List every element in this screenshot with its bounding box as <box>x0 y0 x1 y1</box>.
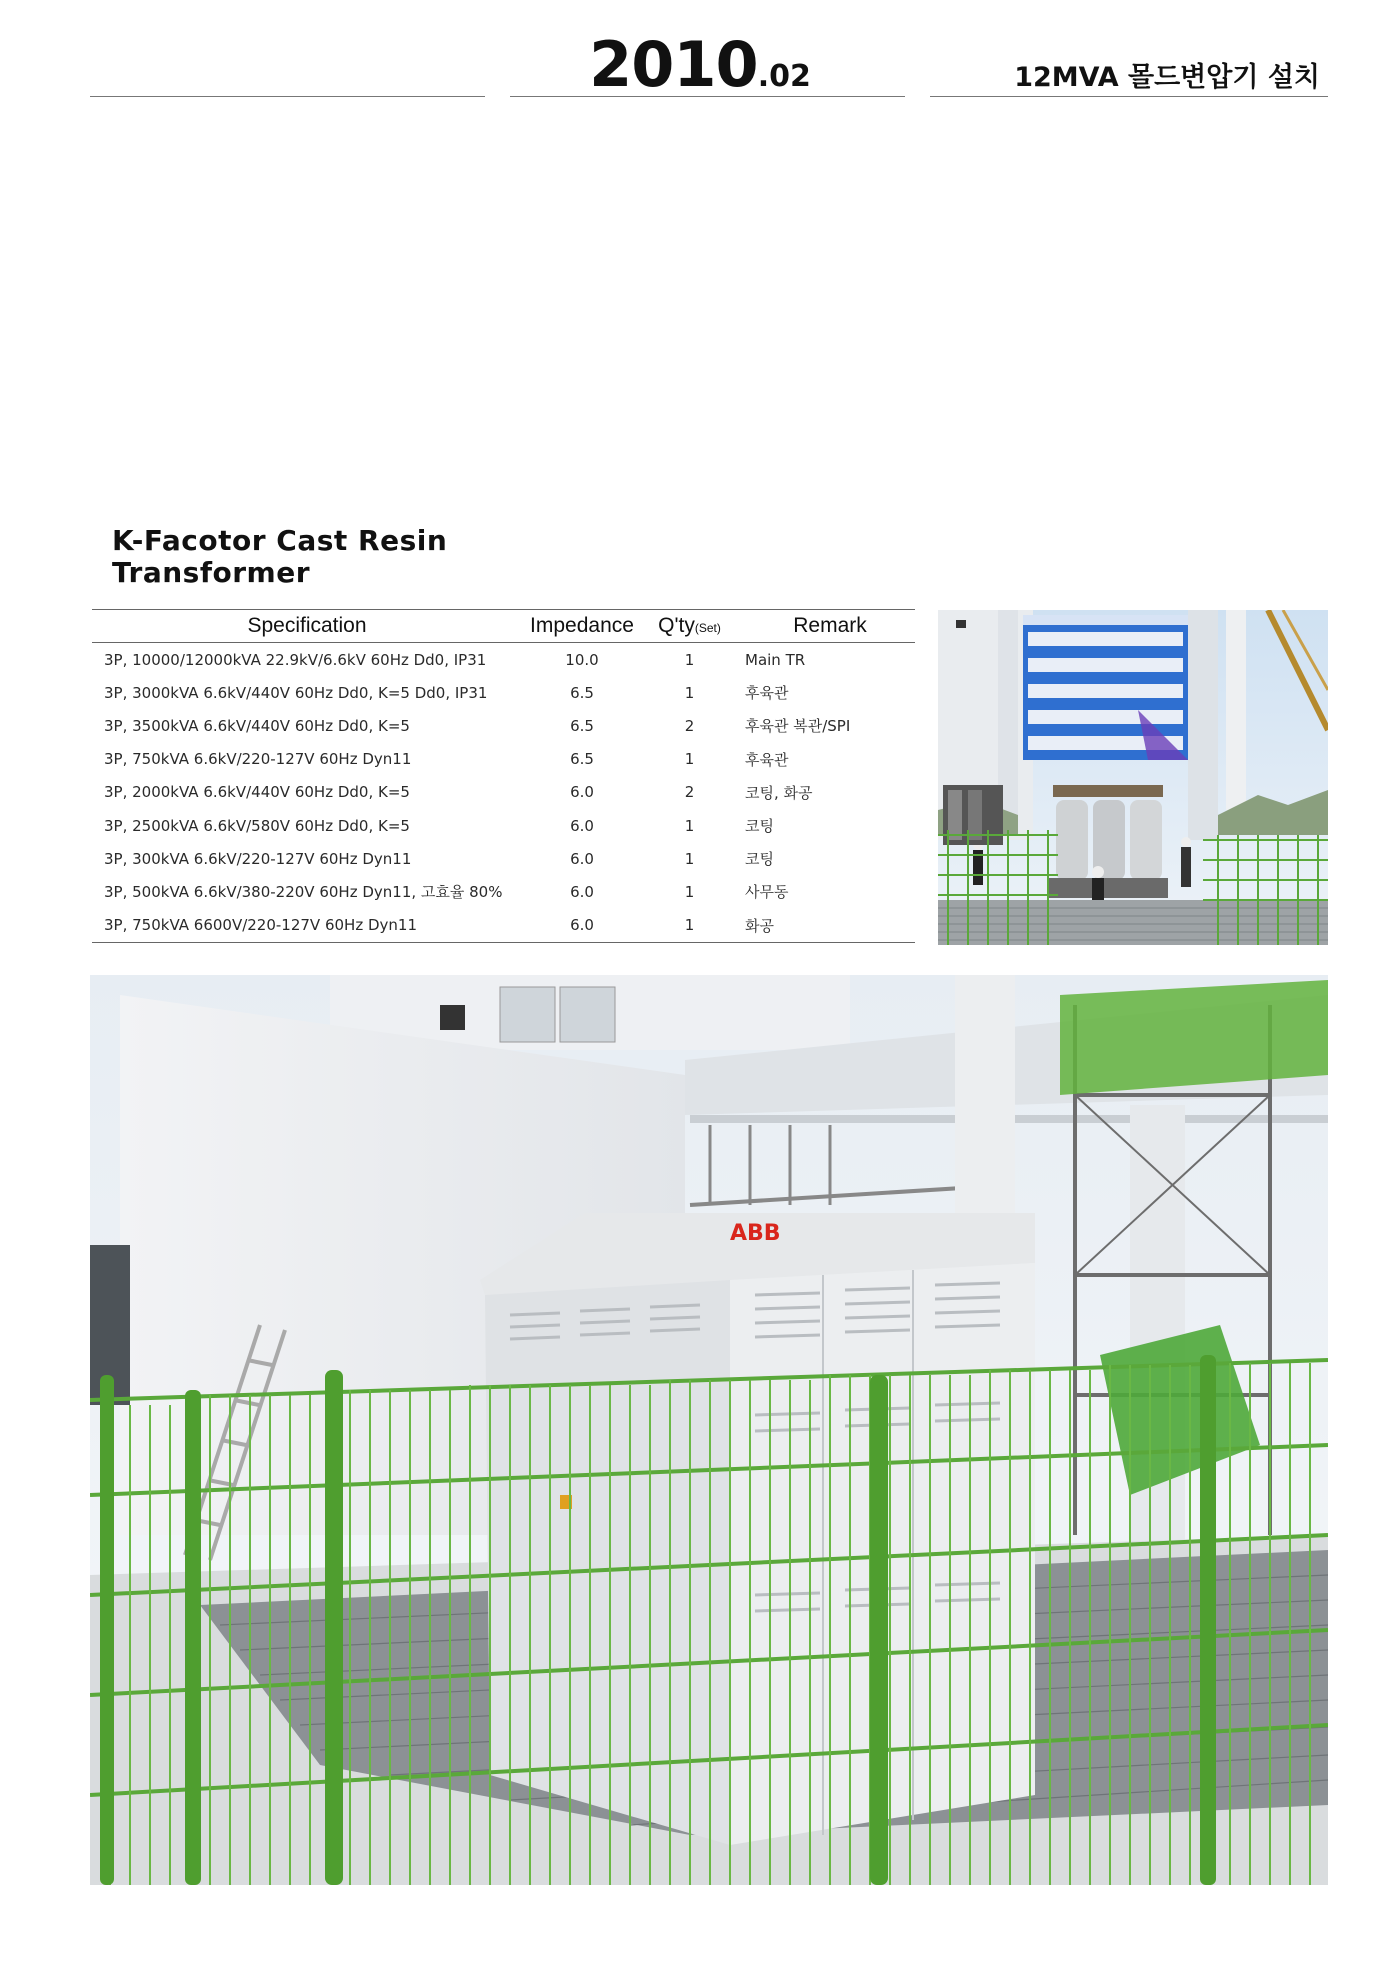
cell-impedance: 10.0 <box>565 650 599 669</box>
cell-remark: 후육관 <box>745 750 789 769</box>
cell-remark: 사무동 <box>745 883 789 902</box>
cell-qty: 1 <box>684 849 695 868</box>
cell-impedance: 6.0 <box>570 882 594 901</box>
cell-spec: 3P, 500kVA 6.6kV/380-220V 60Hz Dyn11, 고효율 80% <box>104 883 503 902</box>
header-rule-left <box>90 96 485 97</box>
cell-spec: 3P, 2000kVA 6.6kV/440V 60Hz Dd0, K=5 <box>104 783 410 802</box>
cell-spec: 3P, 750kVA 6.6kV/220-127V 60Hz Dyn11 <box>104 750 412 769</box>
table-row <box>92 709 915 742</box>
cell-spec: 3P, 3500kVA 6.6kV/440V 60Hz Dd0, K=5 <box>104 716 410 735</box>
header-rule-right <box>930 96 1328 97</box>
table-header-row <box>92 610 915 643</box>
cell-remark: Main TR <box>745 650 806 669</box>
table-row <box>92 909 915 943</box>
cell-impedance: 6.0 <box>570 816 594 835</box>
col-header-specification: Specification <box>92 610 522 643</box>
cell-remark: 코팅, 화공 <box>745 783 813 802</box>
table-row <box>92 676 915 709</box>
cell-qty: 1 <box>642 909 737 943</box>
page-title: 12MVA 몰드변압기 설치 <box>1014 62 1320 93</box>
cell-remark: 후육관 복관/SPI <box>745 717 851 736</box>
cell-qty: 1 <box>684 650 695 669</box>
table-row <box>92 842 915 875</box>
header-year: 2010 <box>589 28 758 101</box>
col-header-remark: Remark <box>737 610 915 643</box>
photo-crane-lift <box>938 610 1328 945</box>
table-row <box>92 776 915 809</box>
cell-spec: 3P, 300kVA 6.6kV/220-127V 60Hz Dyn11 <box>104 849 412 868</box>
photo-installed-transformer <box>90 975 1328 1885</box>
header-date <box>560 30 840 112</box>
cell-qty: 1 <box>684 750 695 769</box>
cell-qty: 1 <box>684 882 695 901</box>
cell-impedance: 6.0 <box>570 849 594 868</box>
section-title-line1: K-Facotor Cast Resin <box>112 524 448 557</box>
col-header-qty-label: Q'ty <box>658 614 695 637</box>
col-header-qty-unit: (Set) <box>694 621 721 635</box>
cell-impedance: 6.0 <box>522 909 642 943</box>
header-month: .02 <box>757 59 811 94</box>
cell-remark: 화공 <box>737 909 915 943</box>
cell-qty: 1 <box>684 683 695 702</box>
cell-impedance: 6.0 <box>570 783 594 802</box>
cell-qty: 2 <box>684 783 695 802</box>
spec-table <box>92 609 915 943</box>
cell-impedance: 6.5 <box>570 683 594 702</box>
photo-crane-lift-illustration <box>938 610 1328 945</box>
cell-impedance: 6.5 <box>570 716 594 735</box>
cell-spec: 3P, 10000/12000kVA 22.9kV/6.6kV 60Hz Dd0, IP31 <box>104 650 487 669</box>
abb-logo: ABB <box>730 1221 781 1246</box>
table-row <box>92 875 915 908</box>
photo-installed-illustration <box>90 975 1328 1885</box>
cell-spec: 3P, 2500kVA 6.6kV/580V 60Hz Dd0, K=5 <box>104 816 410 835</box>
table-row <box>92 643 915 677</box>
cell-remark: 후육관 <box>745 684 789 703</box>
col-header-impedance: Impedance <box>522 610 642 643</box>
cell-qty: 1 <box>684 816 695 835</box>
transformer-enclosure <box>480 1213 1035 1845</box>
cell-remark: 코팅 <box>745 817 774 836</box>
section-title-line2: Transformer <box>112 556 311 589</box>
cell-spec: 3P, 3000kVA 6.6kV/440V 60Hz Dd0, K=5 Dd0, IP31 <box>104 683 488 702</box>
col-header-qty <box>642 610 737 643</box>
cell-qty: 2 <box>684 716 695 735</box>
table-row <box>92 743 915 776</box>
table-row <box>92 809 915 842</box>
blue-enclosure <box>1023 615 1188 760</box>
cell-remark: 코팅 <box>745 850 774 869</box>
cell-spec: 3P, 750kVA 6600V/220-127V 60Hz Dyn11 <box>92 909 522 943</box>
cell-impedance: 6.5 <box>570 750 594 769</box>
section-title <box>112 525 532 589</box>
